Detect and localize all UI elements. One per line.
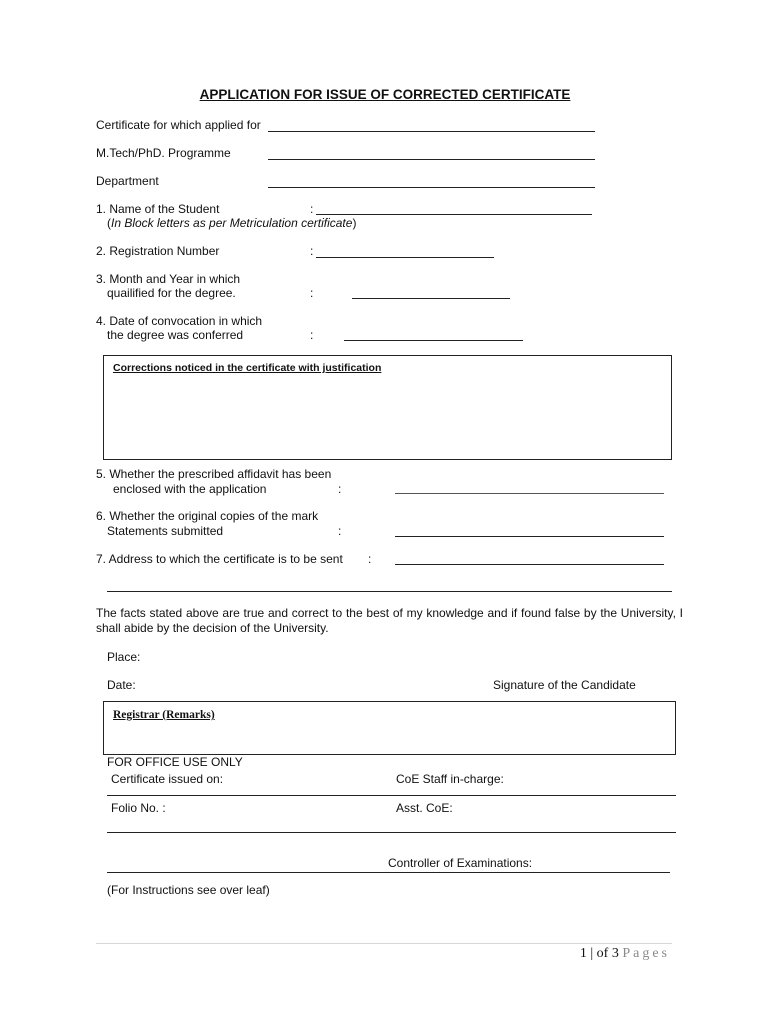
colon: : (368, 552, 372, 566)
registrar-remarks-label: Registrar (Remarks) (113, 709, 215, 721)
declaration-text: The facts stated above are true and correct to the best of my knowledge and if found false by the University, I shall abide by the decision of the University. (96, 606, 683, 635)
office-use-heading: FOR OFFICE USE ONLY (107, 755, 243, 769)
certificate-label: Certificate for which applied for (96, 118, 261, 132)
affidavit-label-line2: enclosed with the application (113, 482, 267, 496)
page-title: APPLICATION FOR ISSUE OF CORRECTED CERTIFICATE (199, 87, 571, 102)
certificate-input-line[interactable] (268, 131, 595, 132)
date-label: Date: (107, 678, 136, 692)
address-label: 7. Address to which the certificate is to be sent (96, 552, 343, 566)
office-row-divider (107, 832, 676, 833)
student-name-hint: (In Block letters as per Metriculation certificate) (107, 216, 357, 230)
programme-input-line[interactable] (268, 159, 595, 160)
affidavit-input-line[interactable] (395, 493, 664, 494)
colon: : (310, 202, 314, 216)
department-input-line[interactable] (268, 187, 595, 188)
affidavit-label: 5. Whether the prescribed affidavit has been (96, 467, 332, 481)
footer-divider (96, 943, 672, 944)
office-row-divider (107, 795, 676, 796)
colon: : (338, 482, 342, 496)
asst-coe-label: Asst. CoE: (396, 801, 453, 815)
convocation-label: 4. Date of convocation in which (96, 314, 263, 328)
month-year-label-line2: quailified for the degree. (107, 286, 236, 300)
department-label: Department (96, 174, 159, 188)
colon: : (338, 524, 342, 538)
convocation-input-line[interactable] (344, 340, 523, 341)
registration-input-line[interactable] (316, 257, 494, 258)
page-number: 1 | of 3 Pages (579, 946, 670, 961)
instructions-note: (For Instructions see over leaf) (107, 883, 270, 897)
month-year-input-line[interactable] (352, 298, 510, 299)
signature-label: Signature of the Candidate (493, 678, 636, 692)
mark-statements-label: 6. Whether the original copies of the mark (96, 509, 319, 523)
folio-label: Folio No. : (111, 801, 166, 815)
colon: : (310, 328, 314, 342)
student-name-label: 1. Name of the Student (96, 202, 220, 216)
certificate-issued-label: Certificate issued on: (111, 772, 224, 786)
corrections-box[interactable] (103, 355, 672, 460)
controller-signature-line (107, 872, 670, 873)
coe-staff-label: CoE Staff in-charge: (396, 772, 504, 786)
mark-statements-input-line[interactable] (395, 536, 664, 537)
place-label: Place: (107, 650, 141, 664)
convocation-label-line2: the degree was conferred (107, 328, 244, 342)
colon: : (310, 286, 314, 300)
colon: : (310, 244, 314, 258)
programme-label: M.Tech/PhD. Programme (96, 146, 231, 160)
controller-label: Controller of Examinations: (388, 856, 533, 870)
registration-label: 2. Registration Number (96, 244, 220, 258)
student-name-input-line[interactable] (316, 214, 592, 215)
registrar-remarks-box[interactable] (103, 701, 676, 755)
address-input-line[interactable] (395, 564, 664, 565)
month-year-label: 3. Month and Year in which (96, 272, 241, 286)
corrections-label: Corrections noticed in the certificate with justification (113, 362, 382, 374)
address-input-line-2[interactable] (107, 591, 672, 592)
mark-statements-label-line2: Statements submitted (107, 524, 224, 538)
